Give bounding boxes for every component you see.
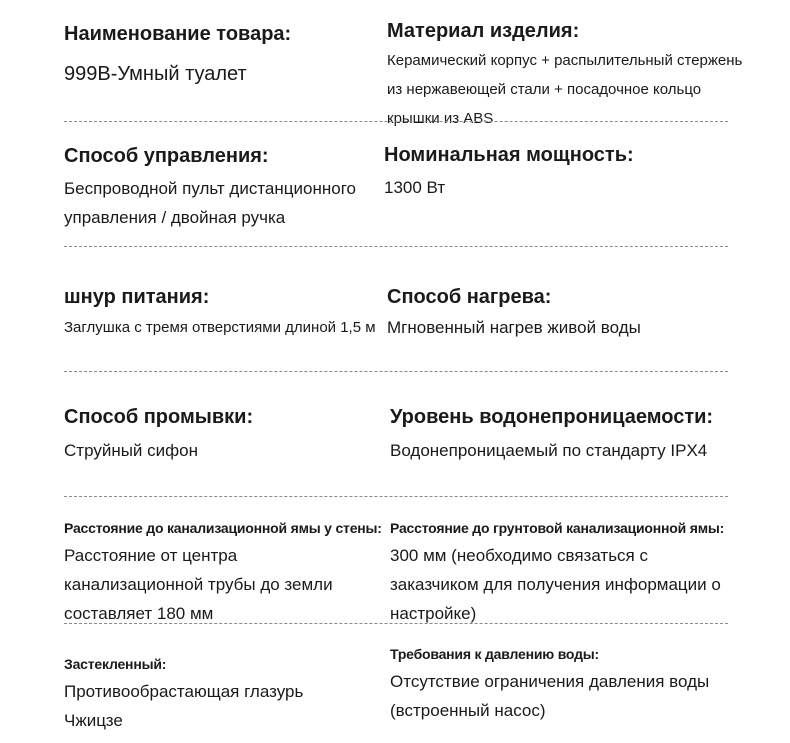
spec-wall-drain-distance (64, 518, 382, 628)
spec-label: Требования к давлению воды: (390, 646, 599, 662)
spec-value: Струйный сифон (64, 441, 198, 460)
divider (64, 496, 728, 497)
divider (64, 371, 728, 372)
spec-power-cord (64, 284, 384, 342)
spec-label: Застекленный: (64, 656, 167, 672)
spec-waterproof-level (390, 404, 750, 465)
spec-glaze (64, 654, 364, 735)
spec-control-method (64, 143, 364, 232)
spec-flush-method (64, 404, 364, 465)
spec-label: Способ управления: (64, 145, 269, 167)
spec-value: Беспроводной пульт дистанционного управления / двойная ручка (64, 179, 356, 227)
spec-label: Наименование товара: (64, 23, 292, 45)
divider (64, 623, 728, 624)
spec-water-pressure (390, 644, 735, 725)
spec-value: Водонепроницаемый по стандарту IPX4 (390, 441, 708, 460)
divider (64, 246, 728, 247)
spec-label: Уровень водонепроницаемости: (390, 406, 714, 428)
spec-value: Противообрастающая глазурь Чжицзе (64, 682, 304, 730)
spec-label: Способ промывки: (64, 406, 254, 428)
spec-value: 1300 Вт (384, 178, 446, 197)
spec-value: Отсутствие ограничения давления воды (встроенный насос) (390, 672, 710, 720)
spec-value: Керамический корпус + распылительный стержень из нержавеющей стали + посадочное кольцо крышки из ABS (387, 52, 743, 127)
spec-value: Расстояние от центра канализационной трубы до земли составляет 180 мм (64, 546, 333, 623)
spec-label: Способ нагрева: (387, 286, 552, 308)
spec-label: Расстояние до грунтовой канализационной ямы: (390, 520, 725, 536)
spec-value: 300 мм (необходимо связаться с заказчиком для получения информации о настройке) (390, 546, 721, 623)
divider (64, 121, 728, 122)
spec-label: шнур питания: (64, 286, 210, 308)
spec-product-name (64, 21, 364, 89)
spec-label: Номинальная мощность: (384, 144, 634, 166)
spec-label: Материал изделия: (387, 20, 580, 42)
spec-value: Заглушка с тремя отверстиями длиной 1,5 м (64, 319, 376, 336)
spec-label: Расстояние до канализационной ямы у стены: (64, 520, 382, 536)
spec-heating-method (387, 284, 747, 342)
spec-rated-power (384, 142, 744, 202)
spec-value: Мгновенный нагрев живой воды (387, 318, 641, 337)
spec-floor-drain-distance (390, 518, 735, 628)
spec-material (387, 18, 747, 133)
spec-value: 999B-Умный туалет (64, 63, 247, 85)
